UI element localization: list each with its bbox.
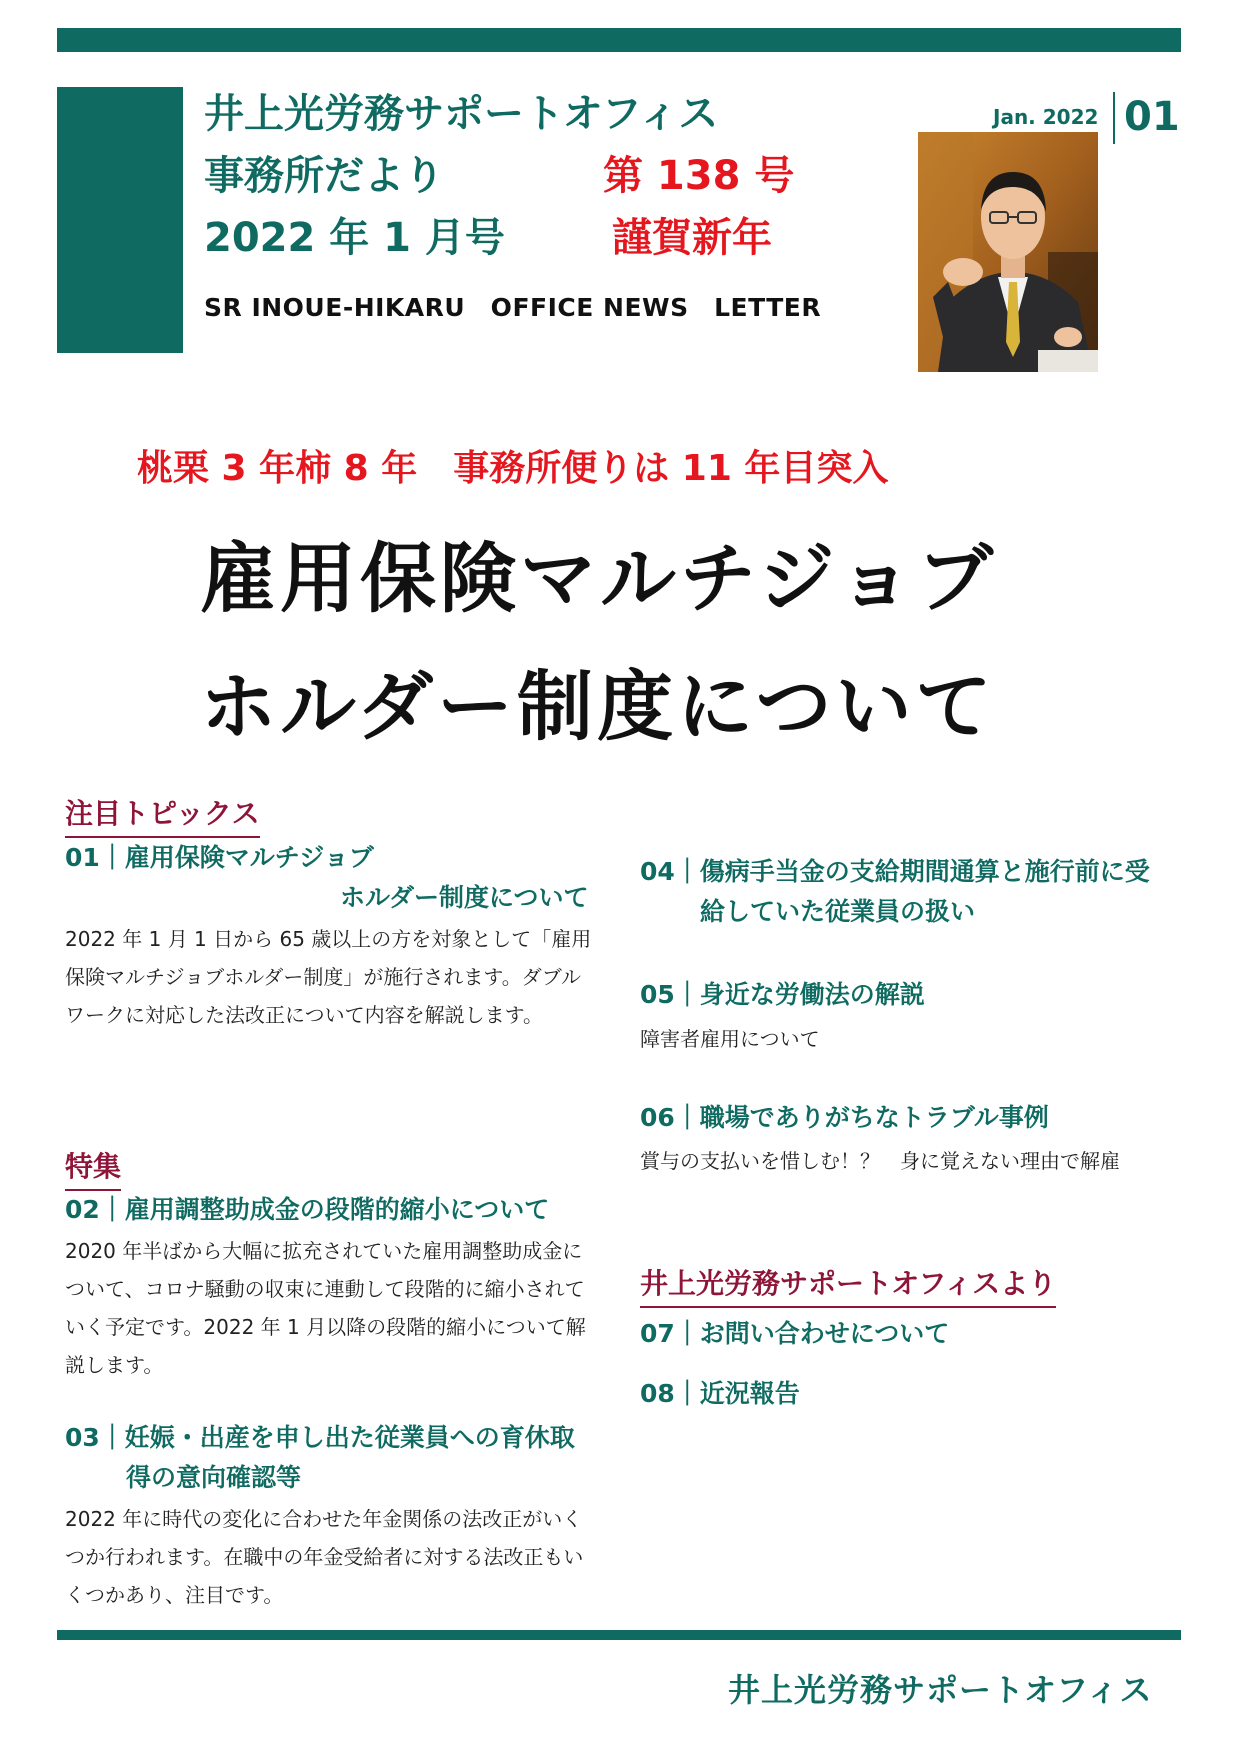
item-04-title-line-1[interactable]: 04｜傷病手当金の支給期間通算と施行前に受 [640, 857, 1150, 886]
item-08-title[interactable]: 08｜近況報告 [640, 1379, 800, 1408]
headline-line-1: 雇用保険マルチジョブ [200, 534, 997, 623]
issue-number: 第 138 号 [603, 153, 795, 199]
footer-office-name: 井上光労務サポートオフィス [728, 1671, 1153, 1709]
item-07-title[interactable]: 07｜お問い合わせについて [640, 1319, 950, 1348]
item-03-title-line-2[interactable]: 得の意向確認等 [126, 1463, 302, 1492]
item-01-title-line-2[interactable]: ホルダー制度について [340, 883, 589, 912]
item-04-title-line-2[interactable]: 給していた従業員の扱い [700, 897, 976, 926]
date-divider [1113, 92, 1115, 144]
newsletter-subtitle: SR INOUE-HIKARU OFFICE NEWS LETTER [204, 293, 822, 322]
item-05-title[interactable]: 05｜身近な労働法の解説 [640, 980, 925, 1009]
author-photo [918, 132, 1098, 372]
item-03-title-line-1[interactable]: 03｜妊娠・出産を申し出た従業員への育休取 [65, 1423, 575, 1452]
item-05-subtitle: 障害者雇用について [640, 1027, 820, 1051]
item-02-title[interactable]: 02｜雇用調整助成金の段階的縮小について [65, 1195, 550, 1224]
item-06-subtitle: 賞与の支払いを惜しむ！？ 身に覚えない理由で解雇 [640, 1149, 1120, 1173]
office-section-heading: 井上光労務サポートオフィスより [640, 1262, 1056, 1308]
item-06-title[interactable]: 06｜職場でありがちなトラブル事例 [640, 1103, 1049, 1132]
newsletter-title: 事務所だより [204, 153, 444, 199]
headline-line-2: ホルダー制度について [200, 662, 996, 751]
page-number: 01 [1124, 94, 1180, 140]
item-01-title-line-1[interactable]: 01｜雇用保険マルチジョブ [65, 843, 374, 872]
new-year-greeting: 謹賀新年 [612, 215, 772, 261]
office-name: 井上光労務サポートオフィス [204, 91, 719, 137]
issue-date: Jan. 2022 [993, 105, 1099, 129]
feature-heading: 特集 [65, 1145, 121, 1191]
topics-heading: 注目トピックス [65, 792, 260, 838]
anniversary-tagline: 桃栗 3 年柿 8 年 事務所便りは 11 年目突入 [137, 448, 889, 489]
top-color-bar [57, 28, 1181, 52]
issue-month: 2022 年 1 月号 [204, 215, 505, 261]
item-02-body: 2020 年半ばから大幅に拡充されていた雇用調整助成金について、コロナ騒動の収束に連動して段階的に縮小されていく予定です。2022 年 1 月以降の段階的縮小について解説します。 [65, 1239, 586, 1377]
bottom-color-bar [57, 1630, 1181, 1640]
item-03-body: 2022 年に時代の変化に合わせた年金関係の法改正がいくつか行われます。在職中の年金受給者に対する法改正もいくつかあり、注目です。 [65, 1507, 584, 1607]
item-01-body: 2022 年 1 月 1 日から 65 歳以上の方を対象として「雇用保険マルチジョブホルダー制度」が施行されます。ダブルワークに対応した法改正について内容を解説します。 [65, 927, 592, 1027]
header-accent-block [57, 87, 183, 353]
